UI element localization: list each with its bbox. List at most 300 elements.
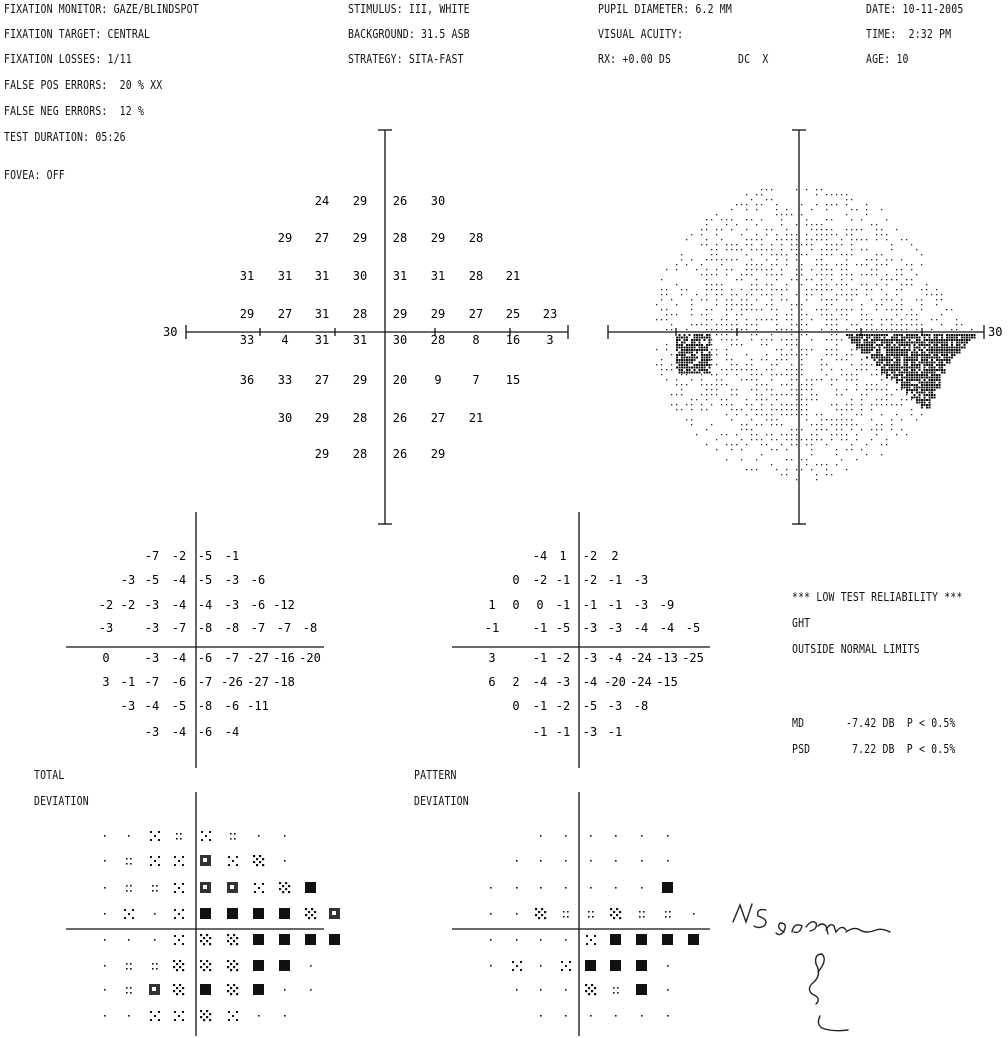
probability-symbol [104, 1015, 106, 1017]
grayscale-cell [846, 404, 847, 405]
grayscale-cell [676, 339, 678, 341]
grayscale-cell [914, 379, 916, 381]
false-pos-errors: FALSE POS ERRORS: 20 % XX [4, 78, 163, 92]
grayscale-cell [939, 357, 941, 359]
grayscale-cell [909, 359, 911, 361]
threshold-value: 29 [430, 447, 446, 461]
probability-symbol [329, 934, 340, 945]
grayscale-cell [901, 344, 903, 346]
rx: RX: +0.00 DS [598, 52, 672, 66]
grayscale-cell [746, 369, 747, 370]
grayscale-cell [896, 337, 898, 339]
deviation-value: 0 [512, 699, 520, 713]
grayscale-cell [926, 399, 928, 401]
grayscale-cell [721, 324, 722, 325]
grayscale-cell [806, 224, 807, 225]
probability-symbol [253, 908, 264, 919]
grayscale-cell [751, 294, 752, 295]
visual-acuity: VISUAL ACUITY: [598, 27, 684, 41]
grayscale-cell [876, 349, 878, 351]
grayscale-cell [686, 367, 688, 369]
grayscale-cell [786, 384, 787, 385]
grayscale-cell [801, 319, 802, 320]
probability-symbol [200, 960, 211, 971]
grayscale-cell [931, 367, 933, 369]
grayscale-cell [904, 342, 906, 344]
grayscale-cell [926, 382, 928, 384]
grayscale-cell [861, 334, 863, 336]
grayscale-cell [901, 269, 902, 270]
grayscale-cell [871, 329, 872, 330]
grayscale-cell [841, 279, 842, 280]
grayscale-cell [756, 369, 757, 370]
grayscale-cell [811, 439, 812, 440]
grayscale-cell [711, 274, 712, 275]
grayscale-cell [746, 429, 747, 430]
grayscale-cell [826, 269, 827, 270]
grayscale-cell [751, 304, 752, 305]
grayscale-cell [706, 444, 707, 445]
grayscale-cell [756, 439, 757, 440]
probability-symbol [490, 887, 492, 889]
grayscale-cell [801, 399, 802, 400]
grayscale-cell [781, 394, 782, 395]
grayscale-cell [831, 379, 832, 380]
grayscale-cell [841, 439, 842, 440]
grayscale-cell [791, 444, 792, 445]
probability-symbol [279, 882, 290, 893]
grayscale-cell [909, 387, 911, 389]
grayscale-cell [874, 342, 876, 344]
grayscale-cell [886, 264, 887, 265]
grayscale-cell [841, 254, 842, 255]
grayscale-cell [934, 349, 936, 351]
grayscale-cell [771, 464, 772, 465]
grayscale-cell [686, 404, 687, 405]
deviation-value: -3 [555, 675, 571, 689]
grayscale-cell [741, 379, 742, 380]
probability-symbol [284, 1015, 286, 1017]
grayscale-cell [826, 419, 827, 420]
grayscale-cell [881, 399, 882, 400]
grayscale-cell [891, 324, 892, 325]
probability-symbol [540, 965, 542, 967]
grayscale-cell [911, 284, 912, 285]
probability-symbol [305, 908, 316, 919]
grayscale-cell [891, 339, 893, 341]
grayscale-cell [691, 259, 692, 260]
grayscale-cell [821, 359, 822, 360]
grayscale-cell [966, 337, 968, 339]
grayscale-cell [916, 342, 918, 344]
grayscale-cell [741, 424, 742, 425]
grayscale-cell [906, 362, 908, 364]
md-label: MD [792, 716, 805, 730]
grayscale-cell [846, 264, 847, 265]
grayscale-cell [846, 269, 847, 270]
grayscale-cell [786, 319, 787, 320]
grayscale-cell [929, 347, 931, 349]
grayscale-cell [924, 334, 926, 336]
grayscale-cell [889, 344, 891, 346]
grayscale-cell [781, 224, 782, 225]
grayscale-cell [656, 304, 657, 305]
grayscale-cell [881, 444, 882, 445]
probability-symbol [667, 1015, 669, 1017]
grayscale-cell [841, 264, 842, 265]
grayscale-cell [661, 299, 662, 300]
grayscale-cell [846, 294, 847, 295]
grayscale-cell [704, 339, 706, 341]
probability-symbol [152, 885, 158, 892]
grayscale-cell [961, 342, 963, 344]
grayscale-cell [686, 372, 688, 374]
grayscale-cell [886, 329, 887, 330]
grayscale-cell [801, 459, 802, 460]
deviation-value: -20 [604, 675, 626, 689]
grayscale-cell [836, 419, 837, 420]
grayscale-cell [716, 304, 717, 305]
grayscale-cell [681, 352, 683, 354]
grayscale-cell [821, 249, 822, 250]
grayscale-cell [771, 339, 772, 340]
threshold-value: 28 [468, 269, 484, 283]
grayscale-cell [811, 294, 812, 295]
grayscale-cell [821, 364, 822, 365]
grayscale-cell [689, 359, 691, 361]
grayscale-cell [721, 239, 722, 240]
grayscale-cell [909, 379, 911, 381]
age: AGE: 10 [866, 52, 909, 66]
grayscale-cell [906, 284, 907, 285]
grayscale-cell [936, 294, 937, 295]
grayscale-cell [706, 324, 707, 325]
grayscale-cell [909, 344, 911, 346]
deviation-value: -1 [555, 598, 571, 612]
grayscale-cell [936, 387, 938, 389]
grayscale-cell [869, 342, 871, 344]
probability-symbol [150, 1011, 160, 1021]
grayscale-cell [686, 362, 688, 364]
grayscale-cell [916, 389, 918, 391]
grayscale-cell [934, 397, 936, 399]
grayscale-cell [796, 259, 797, 260]
grayscale-cell [866, 342, 868, 344]
threshold-value: 15 [505, 373, 521, 387]
threshold-value: 29 [392, 307, 408, 321]
grayscale-cell [871, 339, 873, 341]
grayscale-cell [946, 357, 948, 359]
grayscale-cell [781, 354, 782, 355]
grayscale-cell [904, 357, 906, 359]
grayscale-cell [716, 449, 717, 450]
grayscale-cell [896, 304, 897, 305]
grayscale-cell [836, 244, 837, 245]
grayscale-cell [879, 359, 881, 361]
grayscale-cell [861, 309, 862, 310]
grayscale-cell [861, 349, 863, 351]
grayscale-cell [881, 414, 882, 415]
probability-symbol [258, 1015, 260, 1017]
grayscale-cell [661, 289, 662, 290]
grayscale-cell [909, 384, 911, 386]
grayscale-cell [746, 469, 747, 470]
grayscale-cell [731, 219, 732, 220]
grayscale-cell [821, 279, 822, 280]
grayscale-cell [801, 274, 802, 275]
deviation-value: -1 [582, 598, 598, 612]
probability-symbol [150, 831, 160, 841]
grayscale-cell [786, 459, 787, 460]
grayscale-cell [716, 244, 717, 245]
grayscale-cell [909, 337, 911, 339]
grayscale-cell [731, 364, 732, 365]
grayscale-cell [766, 419, 767, 420]
grayscale-cell [901, 399, 902, 400]
grayscale-cell [906, 349, 908, 351]
grayscale-cell [701, 324, 702, 325]
grayscale-cell [811, 209, 812, 210]
grayscale-cell [886, 369, 888, 371]
grayscale-cell [731, 369, 732, 370]
grayscale-cell [956, 337, 958, 339]
grayscale-cell [916, 372, 918, 374]
deviation-value: -16 [273, 651, 295, 665]
grayscale-cell [899, 367, 901, 369]
grayscale-cell [786, 254, 787, 255]
grayscale-cell [896, 359, 898, 361]
grayscale-cell [956, 344, 958, 346]
grayscale-cell [761, 189, 762, 190]
grayscale-cell [909, 349, 911, 351]
grayscale-cell [891, 309, 892, 310]
grayscale-cell [681, 337, 683, 339]
grayscale-cell [761, 399, 762, 400]
deviation-value: 1 [488, 598, 496, 612]
grayscale-cell [726, 319, 727, 320]
grayscale-cell [881, 372, 883, 374]
grayscale-cell [871, 324, 872, 325]
grayscale-cell [911, 309, 912, 310]
grayscale-cell [796, 479, 797, 480]
grayscale-cell [721, 339, 722, 340]
grayscale-cell [826, 194, 827, 195]
grayscale-cell [934, 389, 936, 391]
grayscale-cell [931, 359, 933, 361]
deviation-value: 0 [102, 651, 110, 665]
grayscale-cell [846, 299, 847, 300]
grayscale-cell [864, 334, 866, 336]
grayscale-cell [956, 352, 958, 354]
threshold-value: 31 [430, 269, 446, 283]
grayscale-cell [816, 229, 817, 230]
grayscale-cell [851, 299, 852, 300]
grayscale-cell [836, 309, 837, 310]
grayscale-cell [694, 337, 696, 339]
grayscale-cell [701, 347, 703, 349]
grayscale-cell [871, 409, 872, 410]
grayscale-cell [939, 339, 941, 341]
grayscale-cell [971, 334, 973, 336]
probability-symbol [516, 887, 518, 889]
grayscale-cell [896, 389, 897, 390]
grayscale-cell [906, 389, 908, 391]
deviation-value: -7 [144, 549, 160, 563]
probability-symbol [124, 909, 134, 919]
probability-symbol [201, 831, 211, 841]
grayscale-cell [851, 254, 852, 255]
grayscale-cell [806, 354, 807, 355]
grayscale-cell [864, 342, 866, 344]
grayscale-cell [924, 369, 926, 371]
grayscale-cell [836, 344, 837, 345]
grayscale-cell [936, 304, 937, 305]
grayscale-cell [726, 314, 727, 315]
grayscale-cell [901, 259, 902, 260]
grayscale-cell [906, 392, 908, 394]
grayscale-cell [901, 299, 902, 300]
grayscale-cell [811, 239, 812, 240]
grayscale-cell [791, 384, 792, 385]
grayscale-cell [786, 229, 787, 230]
grayscale-cell [761, 424, 762, 425]
grayscale-cell [771, 244, 772, 245]
grayscale-cell [836, 299, 837, 300]
grayscale-cell [836, 389, 837, 390]
grayscale-cell [934, 352, 936, 354]
grayscale-cell [781, 424, 782, 425]
grayscale-cell [931, 374, 933, 376]
grayscale-cell [704, 372, 706, 374]
grayscale-cell [761, 319, 762, 320]
grayscale-cell [701, 229, 702, 230]
grayscale-cell [939, 384, 941, 386]
grayscale-cell [846, 354, 847, 355]
grayscale-cell [911, 372, 913, 374]
grayscale-cell [956, 324, 957, 325]
grayscale-cell [969, 337, 971, 339]
grayscale-cell [776, 279, 777, 280]
grayscale-cell [929, 399, 931, 401]
grayscale-cell [899, 359, 901, 361]
grayscale-cell [766, 284, 767, 285]
grayscale-cell [746, 444, 747, 445]
grayscale-cell [896, 347, 898, 349]
grayscale-cell [726, 384, 727, 385]
grayscale-cell [801, 359, 802, 360]
grayscale-cell [856, 424, 857, 425]
grayscale-cell [916, 374, 918, 376]
grayscale-cell [949, 339, 951, 341]
grayscale-cell [941, 354, 943, 356]
probability-symbol [174, 909, 184, 919]
grayscale-cell [899, 364, 901, 366]
grayscale-cell [761, 444, 762, 445]
grayscale-cell [801, 214, 802, 215]
grayscale-cell [889, 352, 891, 354]
grayscale-cell [886, 357, 888, 359]
grayscale-cell [696, 324, 697, 325]
grayscale-cell [821, 464, 822, 465]
grayscale-cell [791, 409, 792, 410]
grayscale-cell [676, 394, 677, 395]
grayscale-cell [881, 357, 883, 359]
grayscale-cell [731, 389, 732, 390]
grayscale-cell [766, 234, 767, 235]
grayscale-cell [661, 359, 662, 360]
grayscale-cell [941, 352, 943, 354]
grayscale-cell [924, 399, 926, 401]
grayscale-cell [891, 342, 893, 344]
threshold-value: 26 [392, 447, 408, 461]
grayscale-cell [811, 424, 812, 425]
grayscale-cell [919, 377, 921, 379]
grayscale-cell [904, 387, 906, 389]
grayscale-cell [934, 354, 936, 356]
threshold-value: 9 [434, 373, 442, 387]
probability-symbol [586, 935, 596, 945]
grayscale-cell [716, 269, 717, 270]
grayscale-cell [831, 384, 832, 385]
grayscale-cell [771, 199, 772, 200]
grayscale-cell [726, 404, 727, 405]
grayscale-cell [911, 352, 913, 354]
deviation-value: 0 [512, 598, 520, 612]
grayscale-cell [851, 399, 852, 400]
grayscale-cell [791, 374, 792, 375]
probability-symbol [227, 960, 238, 971]
deviation-value: -1 [555, 725, 571, 739]
grayscale-cell [671, 329, 672, 330]
grayscale-cell [786, 209, 787, 210]
grayscale-cell [716, 214, 717, 215]
grayscale-cell [869, 337, 871, 339]
grayscale-cell [939, 349, 941, 351]
grayscale-cell [671, 369, 672, 370]
grayscale-cell [944, 354, 946, 356]
grayscale-cell [876, 434, 877, 435]
grayscale-cell [866, 389, 867, 390]
grayscale-cell [911, 342, 913, 344]
grayscale-cell [821, 254, 822, 255]
grayscale-cell [736, 204, 737, 205]
grayscale-cell [889, 349, 891, 351]
grayscale-cell [681, 357, 683, 359]
grayscale-cell [756, 284, 757, 285]
grayscale-cell [776, 469, 777, 470]
grayscale-cell [896, 374, 898, 376]
grayscale-cell [926, 394, 928, 396]
grayscale-cell [864, 349, 866, 351]
grayscale-cell [751, 269, 752, 270]
grayscale-cell [751, 364, 752, 365]
grayscale-cell [679, 364, 681, 366]
grayscale-cell [924, 359, 926, 361]
grayscale-cell [826, 354, 827, 355]
grayscale-cell [679, 362, 681, 364]
grayscale-cell [876, 344, 878, 346]
grayscale-cell [801, 389, 802, 390]
grayscale-cell [886, 362, 888, 364]
grayscale-cell [716, 329, 717, 330]
grayscale-cell [816, 394, 817, 395]
grayscale-cell [766, 359, 767, 360]
grayscale-cell [699, 342, 701, 344]
grayscale-cell [926, 357, 928, 359]
grayscale-cell [761, 409, 762, 410]
grayscale-cell [689, 372, 691, 374]
grayscale-cell [791, 364, 792, 365]
